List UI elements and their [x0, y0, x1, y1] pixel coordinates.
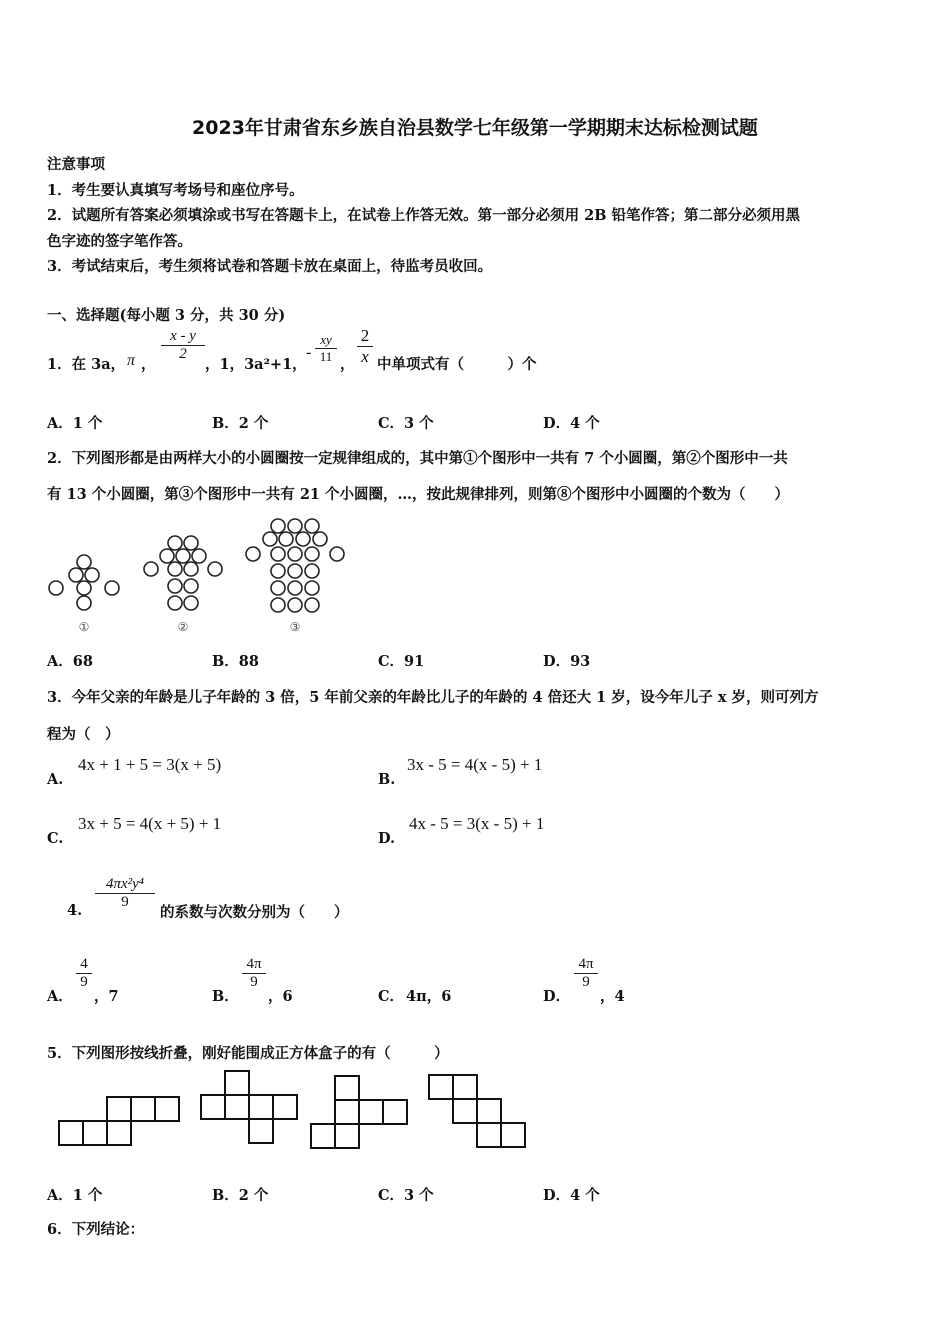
q4-option-c-text: 4π，6	[406, 988, 452, 1005]
q3-option-a-expr: 4x + 1 + 5 = 3(x + 5)	[78, 755, 222, 774]
q2-option-a: A．68	[47, 653, 93, 670]
q1-suffix: 中单项式有（ ）个	[377, 356, 537, 373]
q3-line1: 3．今年父亲的年龄是儿子年龄的 3 倍，5 年前父亲的年龄比儿子的年龄的 4 倍还大 1 岁，设今年儿子 x 岁，则可列方	[47, 689, 819, 706]
q3-option-c-expr: 3x + 5 = 4(x + 5) + 1	[78, 814, 222, 833]
q5-option-a: A．1 个	[47, 1187, 103, 1204]
page-title: 2023年甘肃省东乡族自治县数学七年级第一学期期末达标检测试题	[192, 117, 758, 139]
notice-item: 1．考生要认真填写考场号和座位序号。	[47, 182, 304, 199]
q3-option-a-label: A.	[47, 771, 64, 788]
q4-option-d-num: 4π	[574, 956, 598, 974]
q5-text: 5．下列图形按线折叠，刚好能围成正方体盒子的有（ ）	[47, 1045, 449, 1062]
q4-option-d-den: 9	[582, 974, 590, 990]
q1-frac1-den: 2	[179, 346, 187, 362]
q3-option-d-label: D.	[378, 830, 396, 847]
fig-label-3: ③	[289, 620, 301, 634]
q1-minus: -	[306, 344, 312, 361]
q1-option-d: D．4 个	[543, 415, 600, 432]
q4-option-a-rest: ，7	[94, 988, 119, 1005]
q4-suffix: 的系数与次数分别为（ ）	[160, 904, 349, 921]
q1-pi: π	[127, 352, 136, 369]
q2-line2: 有 13 个小圆圈，第③个图形中一共有 21 个小圆圈，…，按此规律排列，则第⑧个图形中小圆圈的个数为（ ）	[47, 486, 790, 503]
q1-mid: ，1，3a²+1，	[205, 356, 307, 373]
q1-option-a: A．1 个	[47, 415, 103, 432]
circle-pattern-figure	[45, 513, 350, 638]
q4-option-c-label: C．	[378, 988, 405, 1005]
fig-label-1: ①	[78, 620, 90, 634]
q5-option-b: B．2 个	[212, 1187, 269, 1204]
q1-frac1	[161, 328, 205, 363]
q1-prefix: 1．在 3a，	[47, 356, 126, 373]
q3-option-c-label: C.	[47, 830, 64, 847]
q2-option-b: B．88	[212, 653, 259, 670]
q3-option-b-label: B.	[378, 771, 396, 788]
q1-frac2	[315, 332, 337, 365]
section-heading: 一、选择题(每小题 3 分，共 30 分)	[47, 307, 286, 324]
q4-number: 4.	[67, 902, 83, 919]
q1-frac3	[357, 326, 373, 367]
q4-option-a-label: A．	[47, 988, 73, 1005]
q2-option-c: C．91	[378, 653, 425, 670]
q3-option-b-expr: 3x - 5 = 4(x - 5) + 1	[407, 755, 543, 774]
q4-frac	[95, 876, 155, 911]
cube-nets-figure	[55, 1068, 535, 1150]
fig-label-2: ②	[177, 620, 189, 634]
q4-option-b-den: 9	[250, 974, 258, 990]
q5-option-c: C．3 个	[378, 1187, 434, 1204]
q1-frac2-num: xy	[315, 332, 337, 349]
q1-option-c: C．3 个	[378, 415, 434, 432]
q4-option-d-rest: ，4	[600, 988, 625, 1005]
q4-option-d-label: D．	[543, 988, 571, 1005]
q1-frac3-den: x	[361, 347, 369, 366]
q4-option-b-rest: ，6	[268, 988, 293, 1005]
q1-frac2-den: 11	[319, 349, 333, 364]
q4-option-a-num: 4	[76, 956, 92, 974]
notice-heading: 注意事项	[47, 156, 105, 173]
q1-frac3-num: 2	[357, 326, 373, 347]
q4-option-a-frac	[76, 956, 92, 991]
q3-option-d-expr: 4x - 5 = 3(x - 5) + 1	[409, 814, 545, 833]
q4-frac-den: 9	[121, 894, 129, 910]
q4-option-b-num: 4π	[242, 956, 266, 974]
q1-frac1-num: x - y	[161, 328, 205, 346]
notice-item: 色字迹的签字笔作答。	[47, 233, 192, 250]
q5-option-d: D．4 个	[543, 1187, 600, 1204]
q1-comma2: ，	[340, 356, 355, 373]
notice-item: 2．试题所有答案必须填涂或书写在答题卡上，在试卷上作答无效。第一部分必须用 2B 铅笔作答；第二部分必须用黑	[47, 207, 801, 224]
q2-line1: 2．下列图形都是由两样大小的小圆圈按一定规律组成的，其中第①个图形中一共有 7 个小圆圈，第②个图形中一共	[47, 450, 788, 467]
q6-text: 6．下列结论：	[47, 1221, 145, 1238]
q1-comma: ，	[141, 356, 156, 373]
q4-option-b-frac	[242, 956, 266, 991]
q4-option-a-den: 9	[80, 974, 88, 990]
q1-option-b: B．2 个	[212, 415, 269, 432]
q4-frac-num: 4πx²y⁴	[95, 876, 155, 894]
notice-item: 3．考试结束后，考生须将试卷和答题卡放在桌面上，待监考员收回。	[47, 258, 493, 275]
q3-line2: 程为（ ）	[47, 726, 120, 743]
q2-option-d: D．93	[543, 653, 591, 670]
q4-option-b-label: B．	[212, 988, 239, 1005]
q4-option-d-frac	[574, 956, 598, 991]
